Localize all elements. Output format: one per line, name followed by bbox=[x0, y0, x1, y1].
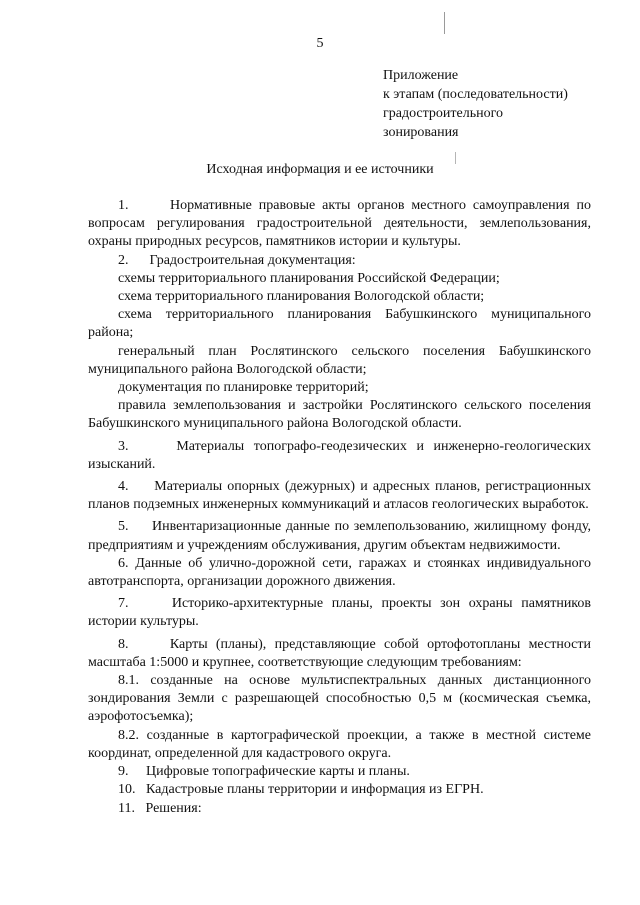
list-item bbox=[88, 595, 591, 631]
item-number: 8. bbox=[118, 636, 129, 652]
item-text: Решения: bbox=[145, 800, 202, 816]
list-item bbox=[88, 306, 591, 342]
list-item bbox=[88, 270, 591, 288]
item-text: схема территориального планирования Вологодской области; bbox=[118, 289, 485, 305]
item-text: созданные на основе мультиспектральных данных дистанционного зондирования Земли с разрешающей способностью 0,5 м (космическая съемка, аэрофотосъемка); bbox=[88, 673, 591, 725]
list-item bbox=[88, 197, 591, 252]
list-item bbox=[88, 727, 591, 763]
item-text: Градостроительная документация: bbox=[149, 252, 356, 268]
appendix-line: зонирования bbox=[383, 125, 459, 140]
item-number: 4. bbox=[118, 479, 129, 495]
list-item bbox=[88, 518, 591, 554]
item-text: созданные в картографической проекции, а также в местной системе координат, определенной для кадастрового округа. bbox=[88, 727, 592, 761]
list-item bbox=[88, 397, 591, 433]
document-body bbox=[88, 197, 591, 818]
item-text: Нормативные правовые акты органов местного самоуправления по вопросам регулирования градостроительной деятельности, землепользования, охраны природных ресурсов, памятников истории и культуры. bbox=[88, 198, 591, 250]
item-text: схемы территориального планирования Российской Федерации; bbox=[118, 270, 500, 286]
list-item bbox=[88, 781, 591, 799]
item-text: Данные об улично-дорожной сети, гаражах и стоянках индивидуального автотранспорта, организации дорожного движения. bbox=[88, 555, 592, 590]
item-text: Материалы топографо-геодезических и инженерно-геологических изысканий. bbox=[88, 438, 592, 472]
list-item bbox=[88, 672, 591, 727]
item-text: Материалы опорных (дежурных) и адресных планов, регистрационных планов подземных инженерных коммуникаций и атласов геологических выработок. bbox=[88, 479, 591, 513]
appendix-line: градостроительного bbox=[383, 106, 504, 121]
appendix-line: Приложение bbox=[383, 68, 459, 83]
item-text: Цифровые топографические карты и планы. bbox=[146, 764, 410, 780]
appendix-header bbox=[383, 66, 568, 142]
item-number: 11. bbox=[118, 800, 135, 816]
page-number: 5 bbox=[316, 36, 324, 51]
list-item bbox=[88, 636, 591, 672]
list-item bbox=[88, 478, 591, 514]
item-text: Инвентаризационные данные по землепользованию, жилищному фонду, предприятиям и учреждениям обслуживания, другим объектам недвижимости. bbox=[88, 519, 592, 553]
item-number: 7. bbox=[118, 596, 129, 612]
item-text: Карты (планы), представляющие собой ортофотопланы местности масштаба 1:5000 и крупнее, соответствующие следующим требованиям: bbox=[88, 636, 591, 670]
list-item bbox=[88, 438, 591, 474]
item-text: Историко-архитектурные планы, проекты зон охраны памятников истории культуры. bbox=[88, 596, 592, 630]
list-item bbox=[88, 288, 591, 306]
item-number: 9. bbox=[118, 764, 129, 780]
scan-mark bbox=[444, 12, 445, 34]
item-number: 8.1. bbox=[118, 673, 139, 689]
list-item bbox=[88, 343, 591, 379]
item-text: Кадастровые планы территории и информация из ЕГРН. bbox=[146, 782, 484, 798]
item-text: документация по планировке территорий; bbox=[118, 380, 369, 396]
appendix-line: к этапам (последовательности) bbox=[383, 87, 568, 102]
list-item bbox=[88, 252, 591, 270]
list-item bbox=[88, 800, 591, 818]
document-title: Исходная информация и ее источники bbox=[206, 162, 434, 177]
list-item bbox=[88, 555, 591, 591]
item-number: 3. bbox=[118, 438, 129, 454]
item-number: 10. bbox=[118, 782, 136, 798]
item-number: 8.2. bbox=[118, 727, 139, 743]
list-item bbox=[88, 379, 591, 397]
item-text: схема территориального планирования Бабушкинского муниципального района; bbox=[88, 307, 591, 341]
list-item bbox=[88, 763, 591, 781]
item-number: 6. bbox=[118, 555, 129, 571]
item-text: правила землепользования и застройки Рослятинского сельского поселения Бабушкинского муниципального района Вологодской области. bbox=[88, 398, 591, 432]
item-number: 2. bbox=[118, 252, 129, 268]
item-number: 5. bbox=[118, 519, 129, 535]
item-text: генеральный план Рослятинского сельского поселения Бабушкинского муниципального района Вологодской области; bbox=[88, 343, 591, 377]
item-number: 1. bbox=[118, 198, 129, 213]
